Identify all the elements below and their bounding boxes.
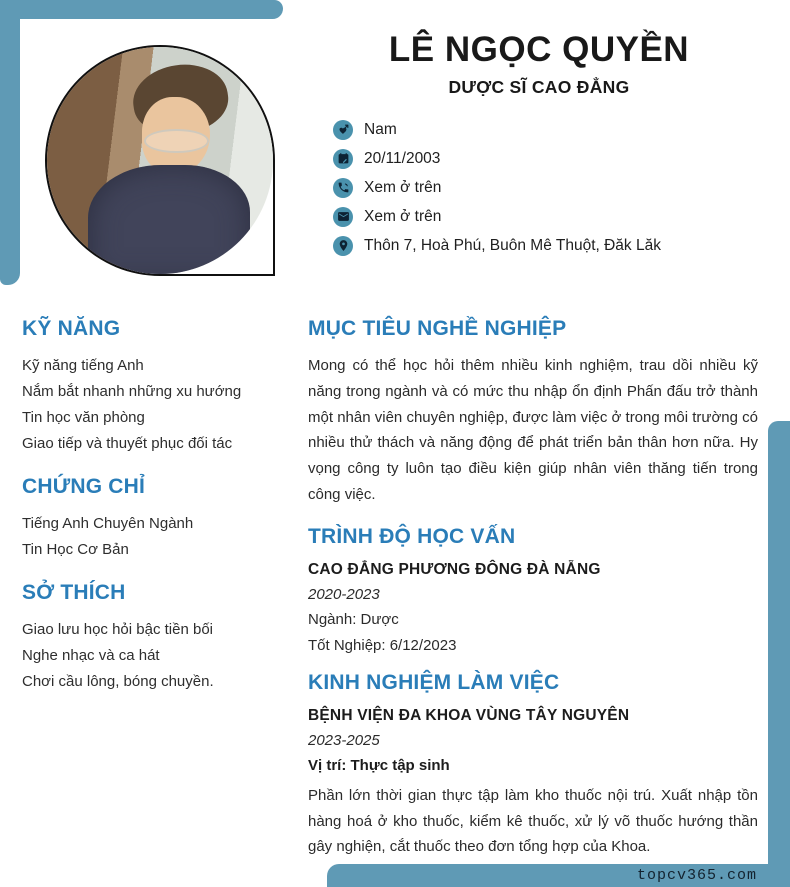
experience-heading: KINH NGHIỆM LÀM VIỆC bbox=[308, 670, 560, 694]
gender-icon bbox=[333, 120, 353, 140]
objective-heading: MỤC TIÊU NGHỀ NGHIỆP bbox=[308, 317, 567, 340]
hobbies-section bbox=[22, 581, 290, 695]
education-graduation: Tốt Nghiệp: 6/12/2023 bbox=[308, 636, 457, 654]
sidebar bbox=[22, 303, 290, 713]
certificate-item: Tiếng Anh Chuyên Ngành bbox=[22, 515, 194, 532]
main-column bbox=[308, 303, 758, 877]
contact-row-gender bbox=[333, 115, 778, 144]
hobby-item: Nghe nhạc và ca hát bbox=[22, 647, 160, 664]
calendar-icon bbox=[333, 149, 353, 169]
email-icon bbox=[333, 207, 353, 227]
certificates-heading: CHỨNG CHỈ bbox=[22, 475, 146, 498]
experience-section bbox=[308, 671, 758, 860]
contact-list bbox=[300, 115, 778, 260]
education-major: Ngành: Dược bbox=[308, 610, 399, 628]
certificate-item: Tin Học Cơ Bản bbox=[22, 541, 129, 558]
education-heading: TRÌNH ĐỘ HỌC VẤN bbox=[308, 524, 516, 548]
photo-card bbox=[22, 20, 277, 279]
skill-item: Tin học văn phòng bbox=[22, 409, 145, 426]
experience-company: BỆNH VIỆN ĐA KHOA VÙNG TÂY NGUYÊN bbox=[308, 706, 630, 724]
certificates-section bbox=[22, 475, 290, 563]
photo-shirt bbox=[88, 165, 251, 274]
skills-heading: KỸ NĂNG bbox=[22, 317, 121, 340]
identity-header bbox=[300, 30, 778, 260]
photo-glasses bbox=[144, 129, 209, 153]
profile-photo bbox=[47, 47, 273, 274]
contact-row-birthday bbox=[333, 144, 778, 173]
experience-position: Vị trí: Thực tập sinh bbox=[308, 756, 450, 774]
skill-item: Giao tiếp và thuyết phục đối tác bbox=[22, 435, 233, 452]
education-period: 2020-2023 bbox=[308, 585, 380, 603]
candidate-name: LÊ NGỌC QUYỀN bbox=[388, 30, 690, 69]
objective-text: Mong có thể học hỏi thêm nhiều kinh nghiệm, trau dồi nhiều kỹ năng trong ngành và có mức thu nhập ổn định Phấn đấu trở thành một nhân viên chuyên nghiệp, được làm việc ở trong môi trường có nhiều thử thách và năng động để phát triển bản thân hơn nữa. Hy vọng công ty luôn tạo điều kiện giúp nhân viên thăng tiến trong công việc. bbox=[308, 357, 758, 503]
candidate-job-title: DƯỢC SĨ CAO ĐẲNG bbox=[448, 77, 630, 98]
contact-phone-value: Xem ở trên bbox=[364, 178, 442, 196]
deco-right-tab bbox=[768, 421, 790, 887]
education-school: CAO ĐẲNG PHƯƠNG ĐÔNG ĐÀ NẴNG bbox=[308, 560, 601, 578]
experience-period: 2023-2025 bbox=[308, 731, 380, 749]
hobby-item: Giao lưu học hỏi bậc tiền bối bbox=[22, 621, 213, 638]
contact-gender-value: Nam bbox=[364, 120, 397, 138]
objective-section bbox=[308, 317, 758, 508]
footer-bar bbox=[327, 864, 790, 887]
phone-icon bbox=[333, 178, 353, 198]
hobbies-heading: SỞ THÍCH bbox=[22, 581, 126, 604]
contact-email-value: Xem ở trên bbox=[364, 207, 442, 225]
contact-row-email bbox=[333, 202, 778, 231]
contact-row-phone bbox=[333, 173, 778, 202]
contact-birthday-value: 20/11/2003 bbox=[364, 149, 441, 167]
hobby-item: Chơi cầu lông, bóng chuyền. bbox=[22, 673, 214, 690]
skill-item: Kỹ năng tiếng Anh bbox=[22, 357, 144, 374]
location-icon bbox=[333, 236, 353, 256]
deco-top-bar bbox=[0, 0, 283, 19]
deco-left-bar bbox=[0, 0, 20, 285]
education-section bbox=[308, 525, 758, 654]
watermark-text: topcv365.com bbox=[636, 867, 757, 884]
contact-row-address bbox=[333, 231, 778, 260]
skills-section bbox=[22, 317, 290, 457]
skill-item: Nắm bắt nhanh những xu hướng bbox=[22, 383, 242, 400]
contact-address-value: Thôn 7, Hoà Phú, Buôn Mê Thuột, Đăk Lăk bbox=[364, 236, 661, 254]
photo-frame bbox=[45, 45, 275, 276]
experience-description: Phần lớn thời gian thực tập làm kho thuốc nội trú. Xuất nhập tồn hàng hoá ở kho thuốc, kiểm kê thuốc, xử lý võ thuốc hướng thần gây nghiện, cắt thuốc theo đơn tổng hợp của Khoa. bbox=[308, 786, 758, 856]
